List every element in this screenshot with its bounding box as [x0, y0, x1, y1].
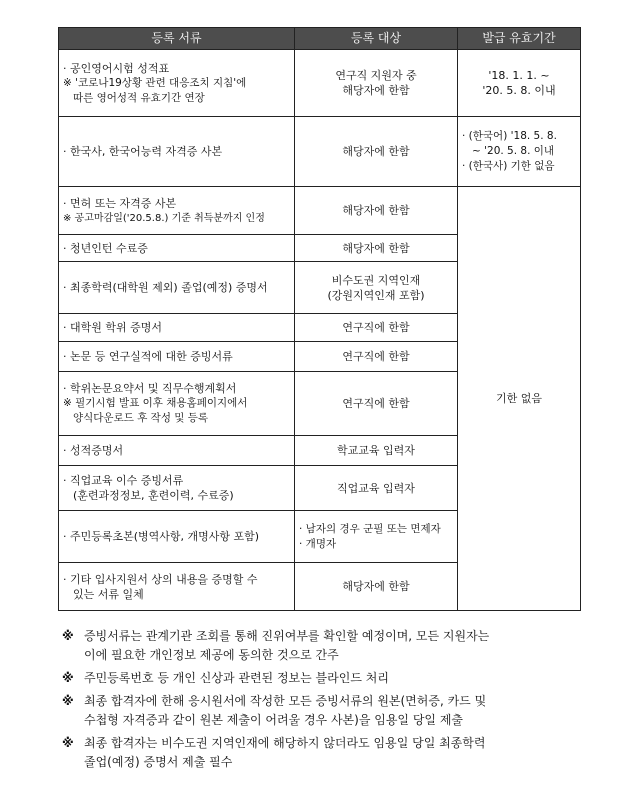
note-item — [62, 627, 590, 665]
doc-line: · 최종학력(대학원 제외) 졸업(예정) 증명서 — [63, 281, 268, 294]
validity-line: '20. 5. 8. 이내 — [482, 84, 556, 97]
validity-cell — [458, 50, 581, 117]
doc-line: (훈련과정정보, 훈련이력, 수료증) — [73, 489, 234, 502]
target-line: 연구직에 한함 — [342, 397, 410, 410]
doc-cell — [59, 511, 295, 563]
target-cell — [295, 372, 458, 436]
doc-cell — [59, 436, 295, 466]
target-line: 해당자에 한함 — [342, 84, 410, 97]
target-line: 연구직 지원자 중 — [335, 69, 417, 82]
doc-line: · 성적증명서 — [63, 444, 124, 457]
header-target: 등록 대상 — [295, 28, 458, 50]
target-line: 직업교육 입력자 — [337, 481, 415, 495]
target-line: 연구직에 한함 — [342, 321, 410, 334]
doc-line: · 한국사, 한국어능력 자격증 사본 — [63, 145, 223, 158]
note-line: 최종 합격자는 비수도권 지역인재에 해당하지 않더라도 임용일 당일 최종학력 — [84, 736, 486, 750]
doc-cell — [59, 372, 295, 436]
table-row — [59, 187, 581, 235]
target-line: 해당자에 한함 — [342, 204, 410, 217]
doc-line: · 학위논문요약서 및 직무수행계획서 — [63, 382, 237, 395]
validity-cell — [458, 117, 581, 187]
target-cell — [295, 50, 458, 117]
note-line: 주민등록번호 등 개인 신상과 관련된 정보는 블라인드 처리 — [84, 671, 389, 685]
note-item — [62, 669, 590, 688]
doc-line: · 면허 또는 자격증 사본 — [63, 196, 177, 210]
target-cell — [295, 436, 458, 466]
note-mark: ※ — [62, 671, 74, 685]
target-cell — [295, 511, 458, 563]
doc-note: ※ 필기시험 발표 이후 채용홈페이지에서 — [63, 397, 248, 409]
note-line: 최종 합격자에 한해 응시원서에 작성한 모든 증빙서류의 원본(면허증, 카드 및 — [84, 694, 487, 708]
doc-line: · 공인영어시험 성적표 — [63, 61, 170, 75]
target-cell — [295, 342, 458, 372]
doc-cell — [59, 314, 295, 342]
target-line: 학교교육 입력자 — [337, 444, 415, 457]
target-cell — [295, 235, 458, 262]
target-cell — [295, 314, 458, 342]
target-line: 해당자에 한함 — [342, 145, 410, 158]
note-item — [62, 734, 590, 772]
table-row — [59, 117, 581, 187]
table-header-row — [59, 28, 581, 50]
doc-cell — [59, 342, 295, 372]
doc-cell — [59, 262, 295, 314]
document-table — [58, 27, 581, 611]
validity-line: · (한국사) 기한 없음 — [462, 160, 555, 172]
doc-note: 양식다운로드 후 작성 및 등록 — [73, 412, 209, 424]
target-line: 비수도권 지역인재 — [331, 273, 421, 287]
header-validity: 발급 유효기간 — [458, 28, 581, 50]
target-cell — [295, 563, 458, 611]
target-line: 해당자에 한함 — [342, 241, 410, 255]
doc-line: · 논문 등 연구실적에 대한 증빙서류 — [63, 350, 233, 363]
target-cell — [295, 466, 458, 511]
doc-cell — [59, 563, 295, 611]
target-line: 해당자에 한함 — [342, 580, 410, 593]
doc-cell — [59, 187, 295, 235]
target-line: (강원지역인재 포함) — [327, 288, 425, 302]
table-row — [59, 50, 581, 117]
notes-section — [62, 627, 590, 776]
target-line: · 개명자 — [299, 537, 337, 550]
doc-cell — [59, 235, 295, 262]
doc-note: ※ 공고마감일('20.5.8.) 기준 취득분까지 인정 — [63, 212, 265, 224]
target-line: · 남자의 경우 군필 또는 면제자 — [299, 522, 441, 535]
note-item — [62, 692, 590, 730]
header-documents: 등록 서류 — [59, 28, 295, 50]
doc-note: 따른 영어성적 유효기간 연장 — [73, 91, 205, 104]
doc-line: · 대학원 학위 증명서 — [63, 321, 162, 334]
doc-line: · 직업교육 이수 증빙서류 — [63, 474, 184, 487]
note-mark: ※ — [62, 629, 74, 643]
doc-cell — [59, 117, 295, 187]
note-mark: ※ — [62, 694, 74, 708]
target-line: 연구직에 한함 — [342, 350, 410, 363]
doc-line: · 주민등록초본(병역사항, 개명사항 포함) — [63, 530, 260, 543]
target-cell — [295, 117, 458, 187]
validity-line: · (한국어) '18. 5. 8. — [462, 130, 557, 142]
doc-line: 있는 서류 일체 — [73, 587, 144, 601]
doc-line: · 청년인턴 수료증 — [63, 241, 148, 255]
note-line: 증빙서류는 관계기관 조회를 통해 진위여부를 확인할 예정이며, 모든 지원자는 — [84, 629, 490, 643]
doc-cell — [59, 50, 295, 117]
validity-line: '18. 1. 1. ~ — [488, 69, 550, 82]
target-cell — [295, 187, 458, 235]
note-line: 수첩형 자격증과 같이 원본 제출이 어려울 경우 사본)을 임용일 당일 제출 — [84, 713, 463, 727]
note-line: 졸업(예정) 증명서 제출 필수 — [84, 755, 233, 769]
validity-merged-cell: 기한 없음 — [458, 187, 581, 611]
note-mark: ※ — [62, 736, 74, 750]
target-cell — [295, 262, 458, 314]
note-line: 이에 필요한 개인정보 제공에 동의한 것으로 간주 — [84, 648, 339, 662]
validity-line: ~ '20. 5. 8. 이내 — [472, 145, 555, 157]
doc-note: ※ '코로나19상황 관련 대응조치 지침'에 — [63, 76, 247, 89]
doc-line: · 기타 입사지원서 상의 내용을 증명할 수 — [63, 572, 258, 586]
doc-cell — [59, 466, 295, 511]
